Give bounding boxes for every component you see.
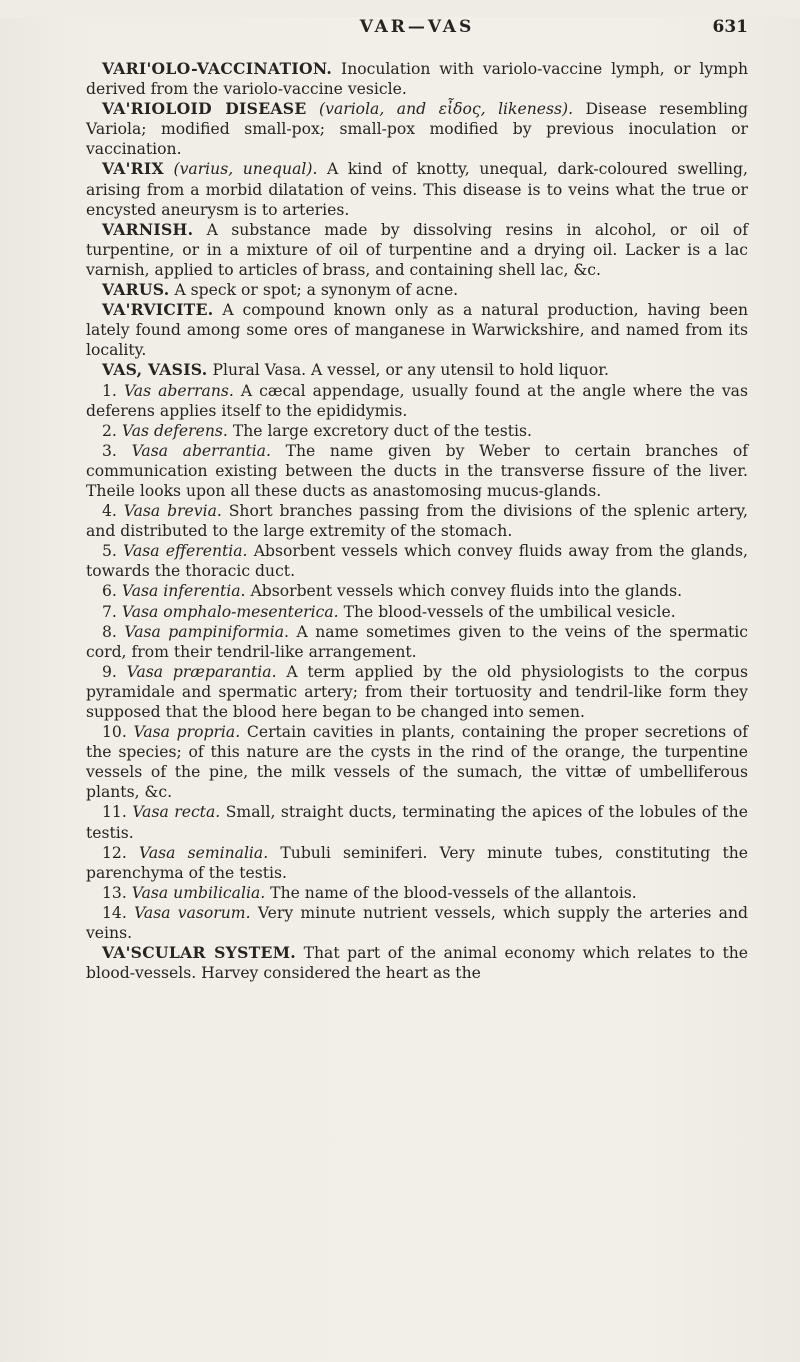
vas-item: [86, 581, 748, 601]
vas-item: [86, 441, 748, 501]
item-term: Vasa vasorum.: [134, 903, 251, 922]
item-term: Vasa omphalo-mesenterica.: [121, 602, 339, 621]
entry-text: Inoculation with variolo-vaccine lymph, or lymph derived from the variolo-vaccine vesicle.: [86, 60, 748, 99]
item-term: Vasa seminalia.: [139, 843, 269, 862]
item-term: Vasa umbilicalia.: [131, 883, 266, 902]
entry-varioloid-disease: [86, 99, 748, 159]
vas-item: [86, 722, 748, 802]
vas-item: [86, 421, 748, 441]
item-number: 11.: [102, 803, 127, 822]
item-text: A term applied by the old physiologists to the corpus pyramidale and spermatic artery; from their tortuosity and tendril-like form they supposed that the blood here began to be changed into semen.: [86, 662, 748, 721]
page-content: [86, 59, 748, 983]
item-term: Vasa pampiniformia.: [124, 622, 290, 641]
entry-term: VARI'OLO-VACCINATION.: [102, 59, 333, 78]
item-number: 10.: [102, 723, 127, 742]
item-number: 6.: [102, 582, 117, 601]
item-number: 14.: [102, 903, 127, 922]
item-term: Vasa propria.: [133, 723, 241, 742]
entry-term: VA'RIOLOID DISEASE: [102, 99, 307, 119]
item-text: The name of the blood-vessels of the allantois.: [270, 883, 637, 902]
vas-item: [86, 541, 748, 581]
vas-item: [86, 622, 748, 662]
item-text: A name sometimes given to the veins of the spermatic cord, from their tendril-like arrangement.: [86, 622, 748, 661]
entry-text: Plural Vasa. A vessel, or any utensil to hold liquor.: [212, 361, 609, 380]
entry-etymology: (varius, unequal).: [173, 160, 318, 179]
item-number: 9.: [102, 662, 117, 681]
entry-text: A compound known only as a natural production, having been lately found among some ores of manganese in Warwickshire, and named from its locality.: [86, 301, 748, 360]
item-number: 8.: [102, 622, 117, 641]
entry-varix: [86, 159, 748, 219]
entry-term: VAS, VASIS.: [102, 360, 208, 380]
vas-item: [86, 501, 748, 541]
entry-text: A substance made by dissolving resins in alcohol, or oil of turpentine, or in a mixture of oil of turpentine and a drying oil. Lacker is a lac varnish, applied to articles of brass, and containing shell lac, &c.: [86, 220, 748, 279]
item-number: 3.: [102, 441, 117, 460]
item-term: Vas aberrans.: [123, 381, 234, 400]
item-term: Vasa recta.: [132, 803, 221, 822]
item-text: Absorbent vessels which convey fluids away from the glands, towards the thoracic duct.: [86, 542, 748, 581]
page-number: 631: [712, 17, 748, 37]
entry-etymology: (variola, and εἶδος, likeness).: [319, 100, 574, 119]
item-text: The large excretory duct of the testis.: [232, 421, 532, 440]
item-text: Absorbent vessels which convey fluids into the glands.: [250, 582, 683, 601]
item-number: 4.: [102, 502, 117, 521]
item-text: Very minute nutrient vessels, which supply the arteries and veins.: [86, 903, 748, 943]
item-term: Vasa inferentia.: [121, 582, 246, 601]
entry-vascular-system: [86, 943, 748, 983]
entry-text: Disease resembling Variola; modified small-pox; small-pox modified by previous inoculation or vaccination.: [86, 100, 748, 159]
entry-term: VARUS.: [102, 280, 170, 300]
entry-text: A speck or spot; a synonym of acne.: [174, 281, 459, 300]
entry-term: VARNISH.: [102, 219, 194, 239]
vas-item: [86, 381, 748, 421]
item-number: 5.: [102, 542, 117, 561]
entry-term: VA'RIX: [102, 159, 164, 179]
item-text: The name given by Weber to certain branches of communication existing between the ducts in the transverse fissure of the liver. Theile looks upon all these ducts as anastomosing mucus-glands.: [86, 441, 748, 500]
entry-term: VA'RVICITE.: [102, 300, 214, 320]
item-text: Short branches passing from the divisions of the splenic artery, and distributed to the large extremity of the stomach.: [86, 502, 748, 541]
dictionary-page: [0, 17, 800, 1362]
item-text: A cæcal appendage, usually found at the angle where the vas deferens applies itself to the epididymis.: [86, 381, 748, 420]
page-header: [86, 17, 748, 55]
entry-varvicite: [86, 300, 748, 360]
entry-varnish: [86, 220, 748, 280]
item-number: 12.: [102, 843, 127, 862]
running-head: VAR—VAS: [359, 17, 475, 37]
item-term: Vas deferens.: [121, 421, 228, 440]
entry-term: VA'SCULAR SYSTEM.: [102, 943, 297, 963]
item-text: Tubuli seminiferi. Very minute tubes, constituting the parenchyma of the testis.: [86, 843, 748, 882]
item-term: Vasa aberrantia.: [131, 441, 271, 460]
vas-item: [86, 843, 748, 883]
item-term: Vasa præparantia.: [126, 662, 277, 681]
vas-item: [86, 903, 748, 943]
vas-item: [86, 883, 748, 903]
entry-text: A kind of knotty, unequal, dark-coloured swelling, arising from a morbid dilatation of veins. This disease is to veins what the true or encysted aneurysm is to arteries.: [86, 160, 748, 219]
vas-item: [86, 802, 748, 842]
item-number: 13.: [102, 883, 127, 902]
vas-item: [86, 662, 748, 722]
item-number: 1.: [102, 381, 117, 400]
entry-variolo-vaccination: [86, 59, 748, 99]
item-term: Vasa brevia.: [123, 502, 222, 521]
vas-item: [86, 602, 748, 622]
item-text: The blood-vessels of the umbilical vesicle.: [343, 602, 676, 621]
entry-vas-vasis: [86, 360, 748, 380]
item-text: Small, straight ducts, terminating the apices of the lobules of the testis.: [86, 803, 748, 842]
item-text: Certain cavities in plants, containing the proper secretions of the species; of this nature are the cysts in the rind of the orange, the turpentine vessels of the pine, the milk vessels of the sumach, the vittæ of umbelliferous plants, &c.: [86, 723, 748, 802]
entry-varus: [86, 280, 748, 300]
entry-text: That part of the animal economy which relates to the blood-vessels. Harvey considered the heart as the: [86, 944, 748, 983]
item-term: Vasa efferentia.: [123, 542, 248, 561]
item-number: 2.: [102, 421, 117, 440]
item-number: 7.: [102, 602, 117, 621]
